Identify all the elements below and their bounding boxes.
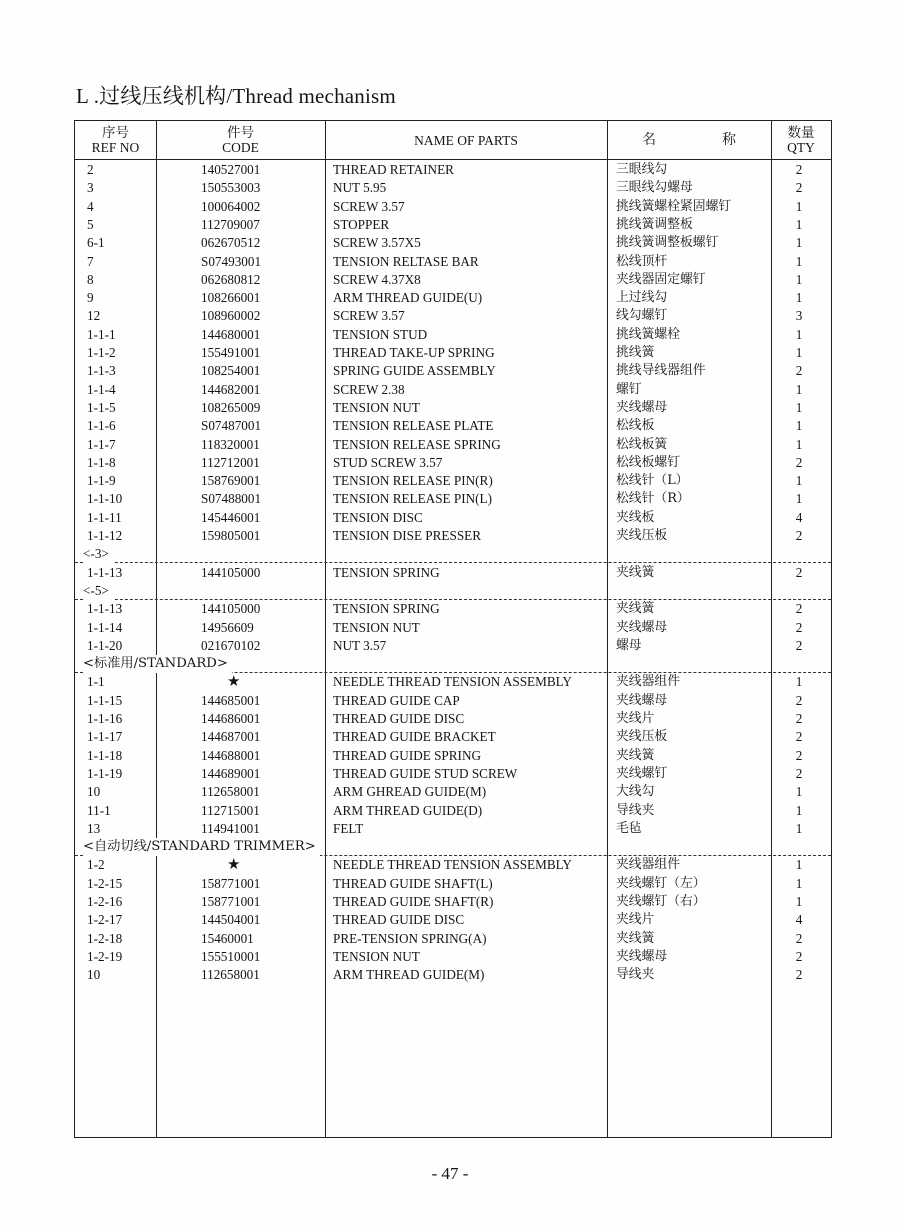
header-code-cn: 件号 [227,125,254,140]
qty-cell: 4 [795,509,803,525]
table-row [75,710,831,728]
chinese-name-cell: 挑线簧螺栓紧固螺钉 [616,198,732,214]
table-row [75,234,831,252]
table-row [75,747,831,765]
part-name-cell: THREAD GUIDE BRACKET [333,729,496,745]
ref-cell: 7 [87,253,94,269]
chinese-name-cell: 夹线簧 [616,601,655,617]
qty-cell: 1 [795,381,803,397]
part-name-cell: THREAD GUIDE SHAFT(R) [333,894,494,909]
table-row [75,417,831,435]
chinese-name-cell: 夹线螺母 [616,619,668,635]
part-name-cell: NEEDLE THREAD TENSION ASSEMBLY [333,674,572,690]
qty-cell: 2 [795,747,803,763]
qty-cell: 1 [795,235,803,251]
qty-cell: 1 [795,894,803,909]
header-cn-name [607,121,771,159]
qty-cell: 4 [795,912,803,928]
code-cell: 108265009 [201,399,261,415]
ref-cell: 1-1-4 [87,381,116,397]
table-row [75,783,831,801]
chinese-name-cell: 夹线簧 [616,747,655,763]
code-cell: 158771001 [201,875,261,891]
table-row [75,765,831,783]
chinese-name-cell: 挑线簧调整板 [616,216,693,232]
header-code-en: CODE [222,140,259,155]
chinese-name-cell: 夹线簧 [616,930,655,946]
table-row [75,948,831,966]
code-cell: 062680812 [201,271,261,287]
table-row [75,216,831,234]
ref-cell: 1-1-16 [87,711,123,726]
part-name-cell: THREAD GUIDE SHAFT(L) [333,875,493,891]
chinese-name-cell: 夹线螺钉（右） [616,894,706,909]
chinese-name-cell: 夹线压板 [616,729,668,745]
qty-cell: 2 [795,180,803,196]
qty-cell: 1 [795,784,803,800]
header-ref-cn: 序号 [102,125,129,140]
ref-cell: 1-1-18 [87,747,123,763]
part-name-cell: SCREW 2.38 [333,381,405,397]
part-name-cell: SCREW 3.57 [333,198,405,214]
code-cell: S07488001 [201,491,262,507]
ref-cell: 1-1-1 [87,326,116,342]
qty-cell: 3 [795,308,803,324]
chinese-name-cell: 松线针（R） [616,491,690,507]
ref-cell: 11-1 [87,802,111,818]
part-name-cell: TENSION SPRING [333,564,440,580]
code-cell: 112715001 [201,802,260,818]
part-name-cell: THREAD TAKE-UP SPRING [333,345,495,360]
part-name-cell: TENSION STUD [333,326,428,342]
page-number: - 47 - [431,1164,469,1183]
code-cell: 144685001 [201,692,261,708]
part-name-cell: TENSION RELEASE SPRING [333,436,501,452]
qty-cell: 2 [795,601,803,617]
ref-cell: 1-1-17 [87,729,123,745]
chinese-name-cell: 夹线螺母 [616,692,668,708]
table-row [75,509,831,527]
ref-cell: 1-1-3 [87,363,116,379]
ref-cell: 1-1-13 [87,601,123,617]
chinese-name-cell: 三眼线勾螺母 [616,180,693,196]
ref-cell: 9 [87,290,94,306]
part-name-cell: THREAD GUIDE DISC [333,912,465,928]
section-header [75,838,831,856]
code-cell: 158771001 [201,894,261,909]
ref-cell: 12 [87,308,101,324]
chinese-name-cell: 夹线器固定螺钉 [616,271,706,287]
table-row [75,381,831,399]
table-row [75,802,831,820]
part-name-cell: TENSION RELTASE BAR [333,253,479,269]
chinese-name-cell: 导线夹 [616,967,655,983]
part-name-cell: FELT [333,820,364,836]
ref-cell: 1-1-2 [87,345,116,360]
code-cell: ★ [227,857,241,874]
table-row [75,673,831,691]
chinese-name-cell: 挑线簧螺栓 [616,326,680,342]
header-cn-name-1: 名 [642,132,656,148]
ref-cell: 6-1 [87,235,105,251]
qty-cell: 2 [795,765,803,781]
part-name-cell: NUT 3.57 [333,637,387,653]
qty-cell: 2 [795,711,803,726]
chinese-name-cell: 上过线勾 [616,290,668,306]
code-cell: 144689001 [201,765,261,781]
qty-cell: 1 [795,436,803,452]
ref-cell: 1-1 [87,674,105,690]
code-cell: 114941001 [201,820,260,836]
ref-cell: 1-1-20 [87,637,123,653]
ref-cell: 1-2-18 [87,930,123,946]
table-row [75,454,831,472]
code-cell: 14956609 [201,619,254,635]
section-divider [75,599,831,600]
code-cell: 108266001 [201,290,261,306]
part-name-cell: TENSION DISE PRESSER [333,528,482,543]
table-row [75,271,831,289]
code-cell: S07487001 [201,418,262,434]
code-cell: 112658001 [201,967,260,983]
part-name-cell: TENSION NUT [333,399,420,415]
ref-cell: 1-1-15 [87,692,123,708]
table-row [75,930,831,948]
table-row [75,527,831,545]
table-row [75,856,831,874]
qty-cell: 1 [795,290,803,306]
table-row [75,179,831,197]
table-row [75,893,831,911]
part-name-cell: TENSION SPRING [333,601,440,617]
chinese-name-cell: 夹线器组件 [616,857,680,873]
ref-cell: 10 [87,967,101,983]
code-cell: 108254001 [201,363,261,379]
header-code [156,121,325,159]
part-name-cell: TENSION NUT [333,948,420,964]
chinese-name-cell: 夹线螺钉 [616,765,668,781]
chinese-name-cell: 挑线簧调整板螺钉 [616,235,719,251]
ref-cell: 1-2-17 [87,912,123,928]
table-row [75,637,831,655]
table-row [75,161,831,179]
code-cell: 144687001 [201,729,261,745]
part-name-cell: TENSION RELEASE PIN(L) [333,491,492,507]
part-name-cell: SPRING GUIDE ASSEMBLY [333,363,496,379]
code-cell: 140527001 [201,162,261,177]
code-cell: ★ [227,674,241,691]
qty-cell: 1 [795,216,803,232]
chinese-name-cell: 三眼线勾 [616,162,668,177]
qty-cell: 2 [795,528,803,543]
code-cell: 155510001 [201,948,261,964]
header-ref-en: REF NO [91,140,140,155]
code-cell: 155491001 [201,345,261,360]
section-header [75,655,831,673]
ref-cell: 1-2 [87,857,105,873]
code-cell: 158769001 [201,473,261,489]
qty-cell: 2 [795,948,803,964]
table-row [75,472,831,490]
ref-cell: 1-1-5 [87,399,116,415]
code-cell: 144686001 [201,711,261,726]
qty-cell: 2 [795,363,803,379]
code-cell: 100064002 [201,198,261,214]
part-name-cell: THREAD GUIDE SPRING [333,747,481,763]
page-title: L .过线压线机构/Thread mechanism [76,84,396,108]
header-qty-cn: 数量 [787,125,815,140]
header-cn-name-2: 称 [722,132,736,148]
header-qty [771,121,831,159]
chinese-name-cell: 挑线导线器组件 [616,363,706,379]
ref-cell: 5 [87,216,94,232]
table-row [75,875,831,893]
qty-cell: 1 [795,198,803,214]
ref-cell: 10 [87,784,101,800]
chinese-name-cell: 夹线螺母 [616,399,668,415]
part-name-cell: NUT 5.95 [333,180,387,196]
qty-cell: 1 [795,473,803,489]
qty-cell: 2 [795,564,803,580]
section-label: <-3> [83,545,113,563]
ref-cell: 1-1-6 [87,418,116,434]
table-row [75,728,831,746]
table-row [75,911,831,929]
chinese-name-cell: 松线板 [616,418,655,434]
qty-cell: 1 [795,418,803,434]
part-name-cell: SCREW 4.37X8 [333,271,421,287]
ref-cell: 1-1-19 [87,765,123,781]
header-qty-en: QTY [787,140,815,155]
table-row [75,564,831,582]
code-cell: 144105000 [201,564,261,580]
qty-cell: 2 [795,619,803,635]
code-cell: 112712001 [201,454,260,470]
ref-cell: 1-1-8 [87,454,116,470]
chinese-name-cell: 松线板簧 [616,436,668,452]
qty-cell: 1 [795,857,803,873]
table-row [75,399,831,417]
chinese-name-cell: 大线勾 [616,784,655,800]
table-row [75,490,831,508]
section-header [75,545,831,563]
ref-cell: 8 [87,271,94,287]
qty-cell: 2 [795,729,803,745]
ref-cell: 1-2-15 [87,875,123,891]
part-name-cell: PRE-TENSION SPRING(A) [333,930,487,946]
code-cell: 062670512 [201,235,261,251]
table-row [75,198,831,216]
qty-cell: 2 [795,692,803,708]
ref-cell: 4 [87,198,94,214]
qty-cell: 1 [795,253,803,269]
table-row [75,600,831,618]
chinese-name-cell: 毛毡 [616,820,642,836]
part-name-cell: TENSION RELEASE PIN(R) [333,473,493,489]
ref-cell: 1-1-13 [87,564,123,580]
part-name-cell: SCREW 3.57 [333,308,405,324]
qty-cell: 1 [795,802,803,818]
chinese-name-cell: 夹线压板 [616,528,668,543]
code-cell: 144105000 [201,601,261,617]
chinese-name-cell: 夹线簧 [616,564,655,580]
part-name-cell: NEEDLE THREAD TENSION ASSEMBLY [333,857,572,873]
code-cell: 118320001 [201,436,260,452]
table-row [75,436,831,454]
part-name-cell: ARM THREAD GUIDE(U) [333,290,483,306]
qty-cell: 1 [795,399,803,415]
ref-cell: 1-1-14 [87,619,123,635]
chinese-name-cell: 夹线器组件 [616,674,680,690]
header-divider [75,159,831,160]
chinese-name-cell: 导线夹 [616,802,655,818]
table-row [75,307,831,325]
code-cell: 150553003 [201,180,261,196]
qty-cell: 1 [795,820,803,836]
chinese-name-cell: 松线板螺钉 [616,454,680,470]
part-name-cell: THREAD GUIDE STUD SCREW [333,765,518,781]
table-row [75,820,831,838]
chinese-name-cell: 夹线片 [616,912,655,928]
qty-cell: 2 [795,162,803,177]
chinese-name-cell: 松线顶杆 [616,253,668,269]
section-label: <-5> [83,582,113,600]
section-label: <自动切线/STANDARD TRIMMER> [83,838,320,856]
code-cell: 144504001 [201,912,261,928]
ref-cell: 2 [87,162,94,177]
part-name-cell: STOPPER [333,216,390,232]
part-name-cell: SCREW 3.57X5 [333,235,421,251]
part-name-cell: THREAD GUIDE DISC [333,711,465,726]
ref-cell: 1-1-11 [87,509,122,525]
part-name-cell: STUD SCREW 3.57 [333,454,443,470]
chinese-name-cell: 线勾螺钉 [616,308,668,324]
code-cell: 144680001 [201,326,261,342]
code-cell: 145446001 [201,509,261,525]
table-row [75,362,831,380]
qty-cell: 2 [795,930,803,946]
qty-cell: 1 [795,326,803,342]
section-divider [75,562,831,563]
table-row [75,692,831,710]
chinese-name-cell: 螺钉 [616,381,642,397]
part-name-cell: THREAD GUIDE CAP [333,692,460,708]
code-cell: 144682001 [201,381,261,397]
qty-cell: 2 [795,637,803,653]
part-name-cell: TENSION DISC [333,509,423,525]
code-cell: 112709007 [201,216,260,232]
qty-cell: 1 [795,271,803,287]
qty-cell: 2 [795,454,803,470]
ref-cell: 3 [87,180,94,196]
table-row [75,966,831,984]
header-name-text: NAME OF PARTS [414,132,518,148]
code-cell: 159805001 [201,528,261,543]
part-name-cell: ARM GHREAD GUIDE(M) [333,784,487,800]
ref-cell: 1-2-16 [87,894,123,909]
qty-cell: 1 [795,491,803,507]
table-row [75,326,831,344]
qty-cell: 1 [795,345,803,360]
code-cell: 108960002 [201,308,261,324]
parts-table [74,120,832,1138]
chinese-name-cell: 夹线螺母 [616,948,668,964]
part-name-cell: ARM THREAD GUIDE(D) [333,802,483,818]
table-row [75,253,831,271]
part-name-cell: THREAD RETAINER [333,162,454,177]
table-row [75,344,831,362]
qty-cell: 2 [795,967,803,983]
qty-cell: 1 [795,674,803,690]
code-cell: 144688001 [201,747,261,763]
qty-cell: 1 [795,875,803,891]
chinese-name-cell: 夹线板 [616,509,655,525]
section-header [75,582,831,600]
chinese-name-cell: 夹线片 [616,711,655,726]
header-ref [75,121,156,159]
part-name-cell: TENSION RELEASE PLATE [333,418,494,434]
chinese-name-cell: 夹线螺钉（左） [616,875,706,891]
code-cell: 021670102 [201,637,261,653]
part-name-cell: TENSION NUT [333,619,420,635]
table-row [75,619,831,637]
ref-cell: 1-1-9 [87,473,116,489]
code-cell: 112658001 [201,784,260,800]
code-cell: S07493001 [201,253,262,269]
ref-cell: 1-2-19 [87,948,123,964]
chinese-name-cell: 松线针（L） [616,473,689,489]
section-label: <标准用/STANDARD> [83,655,232,673]
ref-cell: 1-1-12 [87,528,123,543]
ref-cell: 1-1-10 [87,491,123,507]
part-name-cell: ARM THREAD GUIDE(M) [333,967,485,983]
ref-cell: 13 [87,820,101,836]
table-row [75,289,831,307]
ref-cell: 1-1-7 [87,436,116,452]
chinese-name-cell: 挑线簧 [616,345,655,360]
chinese-name-cell: 螺母 [616,637,642,653]
header-name [325,121,607,159]
code-cell: 15460001 [201,930,254,946]
